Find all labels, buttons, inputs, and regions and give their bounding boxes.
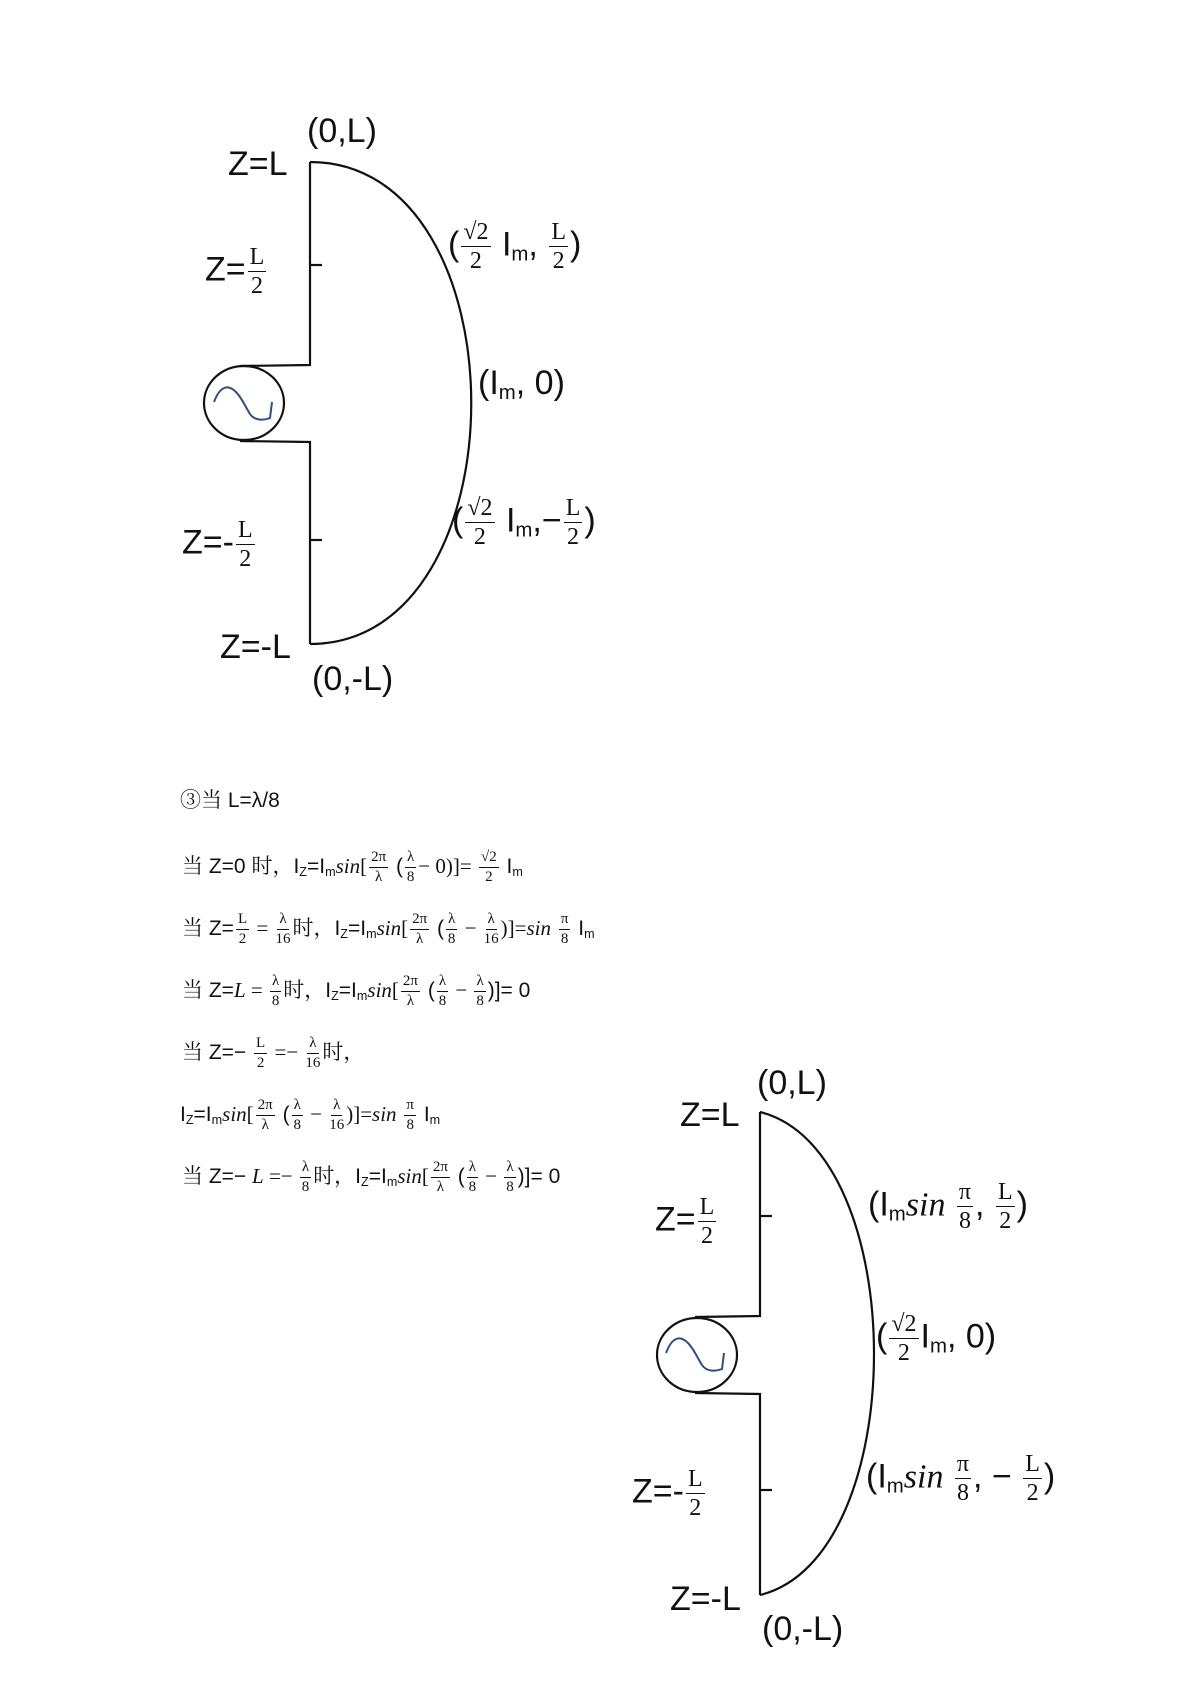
point-upper-half: ( $\frac{√2}{2}$ $I_m$, $\frac{L}{2}$ ) [448,219,582,274]
case-heading: ③当 L=λ/8 [180,789,280,812]
point-top: (0,L) [307,112,377,150]
current-distribution-curve [760,1112,874,1595]
equation-line-2: 当 Z= $\frac{L}{2}$ = $\frac{\lambda}{16}$ 时，$I_Z=I_m\sin$[ $\frac{2\pi}{\lambda}$ ( $\frac{\lambda}{8}$ − $\frac{\lambda}{16}$ )]=sin $\frac{\pi}{8}$ $I_m$ [182,911,595,947]
sine-wave-icon [666,1338,724,1370]
equation-line-1: 当 Z=0 时，$I_Z=I_m\sin$[ $\frac{2\pi}{\lambda}$ ( $\frac{\lambda}{8}$ − 0)]= $\frac{√2}{2}$ $I_m$ [182,849,523,885]
equation-line-3: 当 Z=L = $\frac{\lambda}{8}$ 时，$I_Z=I_m\sin$[ $\frac{2\pi}{\lambda}$ ( $\frac{\lambda}{8}$ − $\frac{\lambda}{8}$ )]= 0 [182,973,531,1009]
point-lower-half: ( $\frac{√2}{2}$ $I_m,-$ $\frac{L}{2}$ ) [452,495,596,550]
point-bottom: (0,-L) [312,660,394,698]
equation-line-4: 当 Z=− $\frac{L}{2}$ =− $\frac{\lambda}{16}$ 时， [182,1035,365,1071]
point-upper-half: ($I_m\sin$ $\frac{\pi}{8}$ , $\frac{L}{2}$ ) [868,1179,1028,1234]
z-half-fraction: $\frac{L}{2}$ [249,244,265,299]
z-neg-half-label: Z=- $\frac{L}{2}$ [632,1466,703,1521]
point-bottom: (0,-L) [762,1610,844,1648]
sine-wave-icon [214,387,272,419]
point-center: ( $\frac{√2}{2}$ $I_m$, 0) [876,1311,997,1366]
z-bottom-label: Z=-L [220,628,291,666]
z-bottom-label: Z=-L [670,1580,741,1618]
diagram-2-shapes [657,1112,874,1595]
z-half-label: Z= $\frac{L}{2}$ [655,1194,715,1249]
z-top-label: Z=L [680,1096,740,1134]
equation-line-5: $I_Z=I_m\sin$[ $\frac{2\pi}{\lambda}$ ( $\frac{\lambda}{8}$ − $\frac{\lambda}{16}$ )]=sin $\frac{\pi}{8}$ $I_m$ [180,1097,441,1133]
point-lower-half: ($I_m\sin$ $\frac{\pi}{8}$ , − $\frac{L}{2}$ ) [866,1451,1056,1506]
point-center: ($I_m$, 0) [478,364,565,405]
point-top: (0,L) [757,1064,827,1102]
z-half-prefix: Z= [205,250,246,289]
equation-line-6: 当 Z=− L =− $\frac{\lambda}{8}$ 时，$I_Z=I_m\sin$[ $\frac{2\pi}{\lambda}$ ( $\frac{\lambda}{8}$ − $\frac{\lambda}{8}$ )]= 0 [182,1159,561,1195]
z-top-label: Z=L [228,145,288,183]
z-neg-half-label: Z=- $\frac{L}{2}$ [182,517,253,572]
z-half-label [205,245,268,298]
